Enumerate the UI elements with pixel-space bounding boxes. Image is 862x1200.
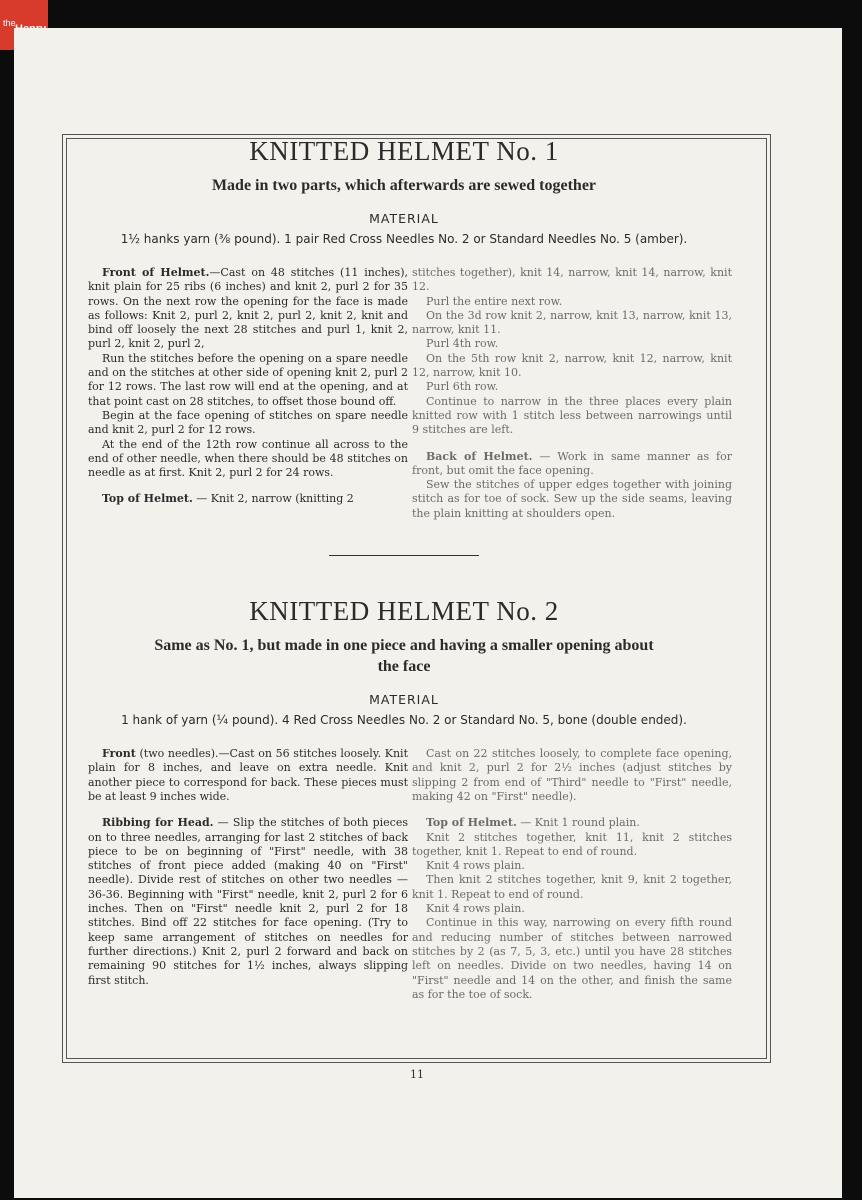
helmet-2-title: KNITTED HELMET No. 2 xyxy=(249,596,559,627)
paragraph-text: On the 3d row knit 2, narrow, knit 13, narrow, knit 13, narrow, knit 11. xyxy=(412,308,732,337)
helmet-1-subtitle: Made in two parts, which afterwards are sewed together xyxy=(211,177,597,194)
paragraph xyxy=(412,295,732,309)
paragraph-run-in-heading: Top of Helmet. xyxy=(102,492,193,506)
logo-text-the: the xyxy=(3,18,16,28)
helmet-1-columns xyxy=(62,266,746,521)
paragraph xyxy=(412,916,732,1002)
paragraph xyxy=(88,352,408,409)
paragraph xyxy=(412,859,732,873)
page-content xyxy=(62,136,746,1002)
paragraph xyxy=(88,266,408,352)
paragraph xyxy=(412,902,732,916)
paragraph-text: Run the stitches before the opening on a spare needle and on the stitches at other side of opening knit 2, purl 2 for 12 rows. The last row will end at the opening, and at that point cast on 28 stitches, to offset those bound off. xyxy=(88,351,408,408)
paragraph-run-in-heading: Front xyxy=(102,747,136,761)
helmet-2-subtitle: Same as No. 1, but made in one piece and having a smaller opening about the face xyxy=(154,637,654,676)
paragraph-text: — Slip the stitches of both pieces on to three needles, arranging for last 2 stitches of back piece to be on beginning of "First" needle, with 38 stitches of front piece added (making 40 on "First" needle). Divide rest of stitches on other two needles — 36-36. Beginning with "First" needle, knit 2, purl 2 for 6 inches. Then on "First" needle knit 2, purl 2 for 18 stitches. Bind off 22 stitches for face opening. (Try to keep same arrangement of stitches on needles for further directions.) Knit 2, purl 2 forward and back on remaining 90 stitches for 1½ inches, always slipping first stitch. xyxy=(88,816,408,987)
paragraph xyxy=(412,873,732,902)
paragraph-text: On the 5th row knit 2, narrow, knit 12, narrow, knit 12, narrow, knit 10. xyxy=(412,351,732,380)
paragraph xyxy=(412,478,732,521)
paragraph-text: —Cast on 48 stitches (11 inches), knit plain for 25 ribs (6 inches) and knit 2, purl 2 for 35 rows. On the next row the opening for the face is made as follows: Knit 2, purl 2, knit 2, purl 2, knit 2, knit and bind off loosely the next 28 stitches and purl 1, knit 2, purl 2, knit 2, purl 2, xyxy=(88,266,408,351)
helmet-1-title: KNITTED HELMET No. 1 xyxy=(249,136,559,166)
page-number: 11 xyxy=(410,1068,424,1081)
helmet-1-section xyxy=(62,136,746,521)
paragraph-text: — Work in same manner as for front, but omit the face opening. xyxy=(412,449,732,477)
paragraph-text: Cast on 22 stitches loosely, to complete face opening, and knit 2, purl 2 for 2½ inches (adjust stitches by slipping 2 from end of "Third" needle to "First" needle, making 42 on "First" needle). xyxy=(412,747,732,803)
helmet-2-left-column xyxy=(88,747,408,1002)
paragraph-run-in-heading: Top of Helmet. xyxy=(426,816,517,830)
paragraph-text: Purl 6th row. xyxy=(426,380,499,394)
helmet-2-right-column xyxy=(412,747,732,1002)
paragraph xyxy=(88,747,408,804)
paragraph-text: Knit 4 rows plain. xyxy=(426,902,525,916)
paragraph-run-in-heading: Front of Helmet. xyxy=(102,266,210,279)
paragraph-run-in-heading: Ribbing for Head. xyxy=(102,816,214,830)
helmet-2-columns xyxy=(62,747,746,1002)
paragraph-text: Purl the entire next row. xyxy=(426,294,563,308)
paragraph-text: — Knit 2, narrow (knitting 2 xyxy=(192,492,354,506)
paragraph xyxy=(88,438,408,481)
helmet-2-material-heading: MATERIAL xyxy=(369,692,439,708)
paragraph-text: stitches together), knit 14, narrow, knit 14, narrow, knit 12. xyxy=(412,266,732,294)
paragraph-text: Then knit 2 stitches together, knit 9, knit 2 together, knit 1. Repeat to end of round. xyxy=(412,873,732,901)
paragraph-text: Knit 4 rows plain. xyxy=(426,859,525,873)
paragraph xyxy=(412,380,732,394)
paragraph xyxy=(88,409,408,438)
helmet-2-material-line: 1 hank of yarn (¼ pound). 4 Red Cross Needles No. 2 or Standard No. 5, bone (double ended). xyxy=(121,713,687,728)
paragraph-text: Purl 4th row. xyxy=(426,337,499,351)
paragraph xyxy=(412,747,732,804)
paragraph xyxy=(412,450,732,479)
helmet-1-material-heading: MATERIAL xyxy=(369,211,439,226)
paragraph xyxy=(412,337,732,351)
paragraph xyxy=(412,266,732,295)
paragraph-text: — Knit 1 round plain. xyxy=(516,816,640,830)
paragraph-text: (two needles).—Cast on 56 stitches loosely. Knit plain for 8 inches, and leave on extra needle. Knit another piece to correspond for back. These pieces must be at least 9 inches wide. xyxy=(88,747,408,803)
paragraph-text: Continue in this way, narrowing on every fifth round and reducing number of stitches between narrowed stitches by 2 (as 7, 5, 3, etc.) until you have 28 stitches left on needles. Divide on two needles, having 14 on "First" needle and 14 on the other, and finish the same as for the toe of sock. xyxy=(412,916,732,1001)
paragraph-run-in-heading: Back of Helmet. xyxy=(426,449,533,463)
paragraph xyxy=(88,492,408,506)
paragraph xyxy=(412,831,732,860)
paragraph xyxy=(412,395,732,438)
paragraph xyxy=(88,816,408,988)
paragraph xyxy=(412,309,732,338)
helmet-1-right-column xyxy=(412,266,732,521)
paragraph-text: Knit 2 stitches together, knit 11, knit 2 stitches together, knit 1. Repeat to end of round. xyxy=(412,830,732,858)
paragraph-text: Begin at the face opening of stitches on spare needle and knit 2, purl 2 for 12 rows. xyxy=(88,408,408,437)
paragraph-text: Sew the stitches of upper edges together with joining stitch as for toe of sock. Sew up the side seams, leaving the plain knitting at shoulders open. xyxy=(412,478,732,520)
helmet-1-left-column xyxy=(88,266,408,521)
helmet-2-section xyxy=(62,596,746,1002)
section-divider xyxy=(329,555,479,556)
paragraph-text: Continue to narrow in the three places every plain knitted row with 1 stitch less between narrowings until 9 stitches are left. xyxy=(412,394,732,437)
paragraph xyxy=(412,352,732,381)
paragraph xyxy=(412,816,732,830)
helmet-1-material-line: 1½ hanks yarn (⅜ pound). 1 pair Red Cross Needles No. 2 or Standard Needles No. 5 (amber). xyxy=(120,232,688,246)
paragraph-text: At the end of the 12th row continue all across to the end of other needle, when there should be 48 stitches on needle as at first. Knit 2, purl 2 for 24 rows. xyxy=(88,437,408,480)
